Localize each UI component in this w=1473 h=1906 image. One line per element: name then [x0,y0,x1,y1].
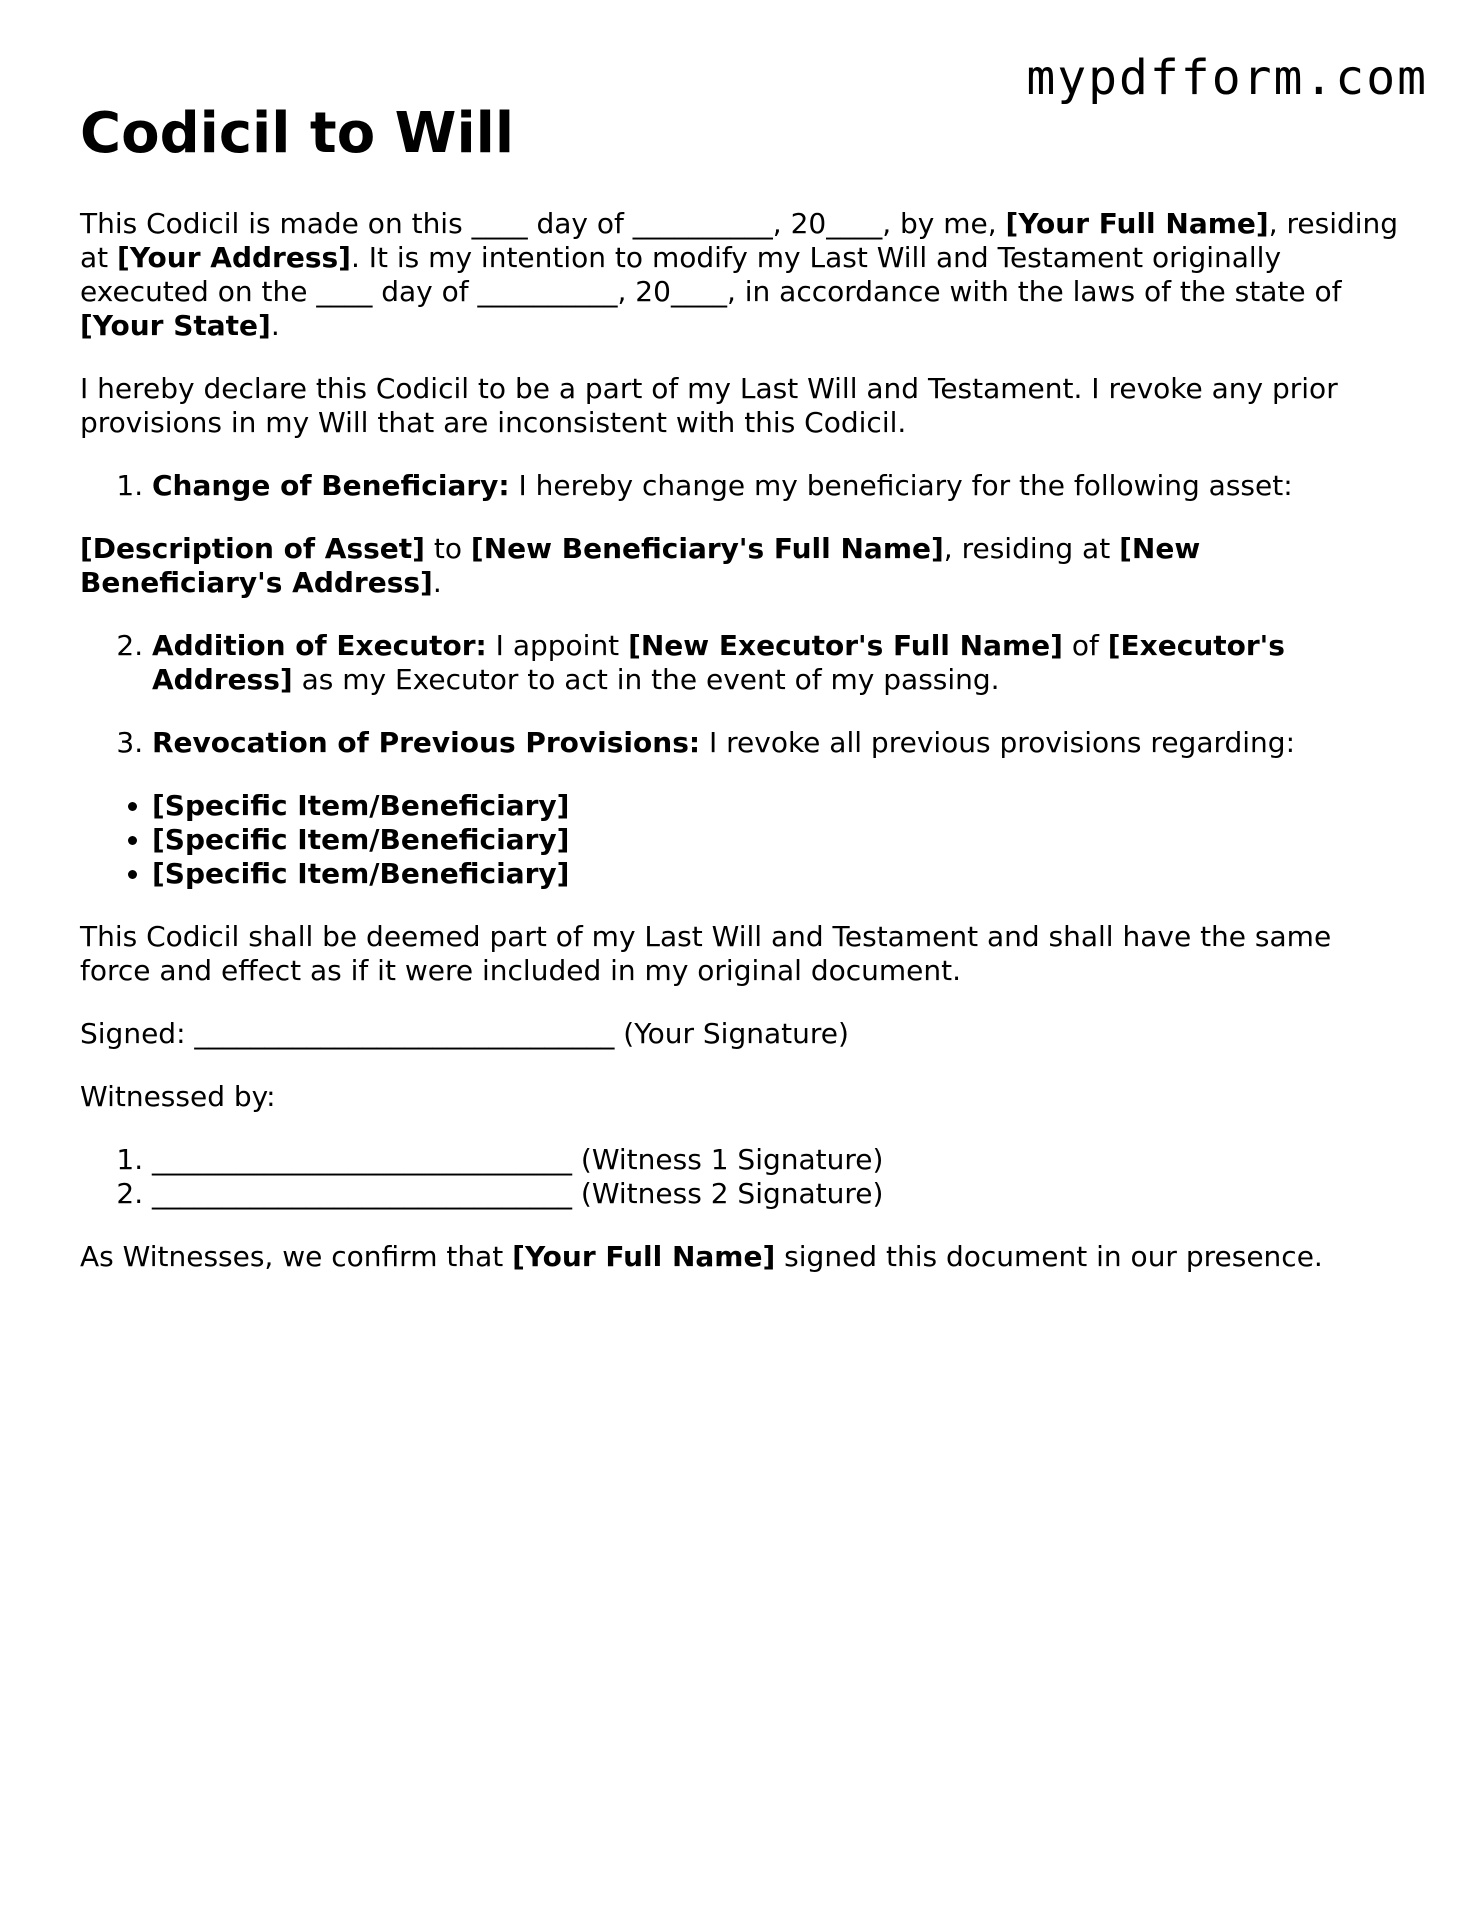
intro-text-3: . It is my intention to modify my Last Will and Testament originally executed on the ____ day of __________, 20____, in accordance with the laws of the state of [80,241,1342,309]
document-page [80,100,1400,1303]
witness-signature-line: 1. ______________________________ (Witness 1 Signature) [152,1143,1400,1177]
asset-paragraph [80,532,1400,600]
asset-text-2: , residing at [943,532,1120,566]
document-title: Codicil to Will [80,101,515,166]
provision-text-2: of [1062,629,1108,663]
provision-text-1: I appoint [486,629,629,663]
provision-item-addition-executor [152,629,1400,697]
provision-label: Revocation of Previous Provisions: [152,726,701,760]
provision-text: I revoke all previous provisions regarding: [700,726,1295,760]
witnessed-by-label: Witnessed by: [80,1080,276,1114]
confirmation-paragraph [80,1240,1400,1274]
provision-text: I hereby change my beneficiary for the following asset: [509,469,1293,503]
provision-text-3: as my Executor to act in the event of my passing. [292,663,1000,697]
confirmation-text-1: As Witnesses, we confirm that [80,1240,513,1274]
provision-label: Addition of Executor: [152,629,487,663]
revoked-item: • [Specific Item/Beneficiary] [152,857,1400,891]
intro-full-name: [Your Full Name] [1005,207,1269,241]
declaration-paragraph: I hereby declare this Codicil to be a part of my Last Will and Testament. I revoke any prior provisions in my Will that are inconsistent with this Codicil. [80,372,1338,440]
provision-list-1 [80,469,1400,503]
asset-text-1: to [424,532,471,566]
intro-text-2: , residing at [80,207,1399,275]
witness-signature-line: 2. ______________________________ (Witness 2 Signature) [152,1177,1400,1211]
intro-text-1: This Codicil is made on this ____ day of __________, 20____, by me, [80,207,1006,241]
asset-text-3: . [432,566,442,600]
executor-address: [Executor's Address] [152,629,1285,697]
revoked-item: • [Specific Item/Beneficiary] [152,789,1400,823]
watermark: mypdfform.com [1026,50,1428,106]
intro-state: [Your State] [80,309,271,343]
provision-item-revocation [152,726,1400,760]
intro-address: [Your Address] [117,241,351,275]
provision-label: Change of Beneficiary: [152,469,510,503]
new-beneficiary-address: [New Beneficiary's Address] [80,532,1201,600]
signature-line: Signed: ______________________________ (Your Signature) [80,1017,849,1051]
new-beneficiary-name: [New Beneficiary's Full Name] [470,532,944,566]
revoked-items-list [80,789,1400,891]
intro-text-4: . [270,309,280,343]
asset-description: [Description of Asset] [80,532,425,566]
new-executor-name: [New Executor's Full Name] [628,629,1063,663]
revoked-item: • [Specific Item/Beneficiary] [152,823,1400,857]
witness-list [80,1143,1400,1211]
confirmation-text-2: signed this document in our presence. [775,1240,1323,1274]
provision-list-2 [80,629,1400,760]
intro-paragraph [80,207,1400,343]
closing-paragraph: This Codicil shall be deemed part of my Last Will and Testament and shall have the same force and effect as if it were included in my original document. [80,920,1332,988]
confirmation-full-name: [Your Full Name] [512,1240,776,1274]
provision-item-change-beneficiary [152,469,1400,503]
